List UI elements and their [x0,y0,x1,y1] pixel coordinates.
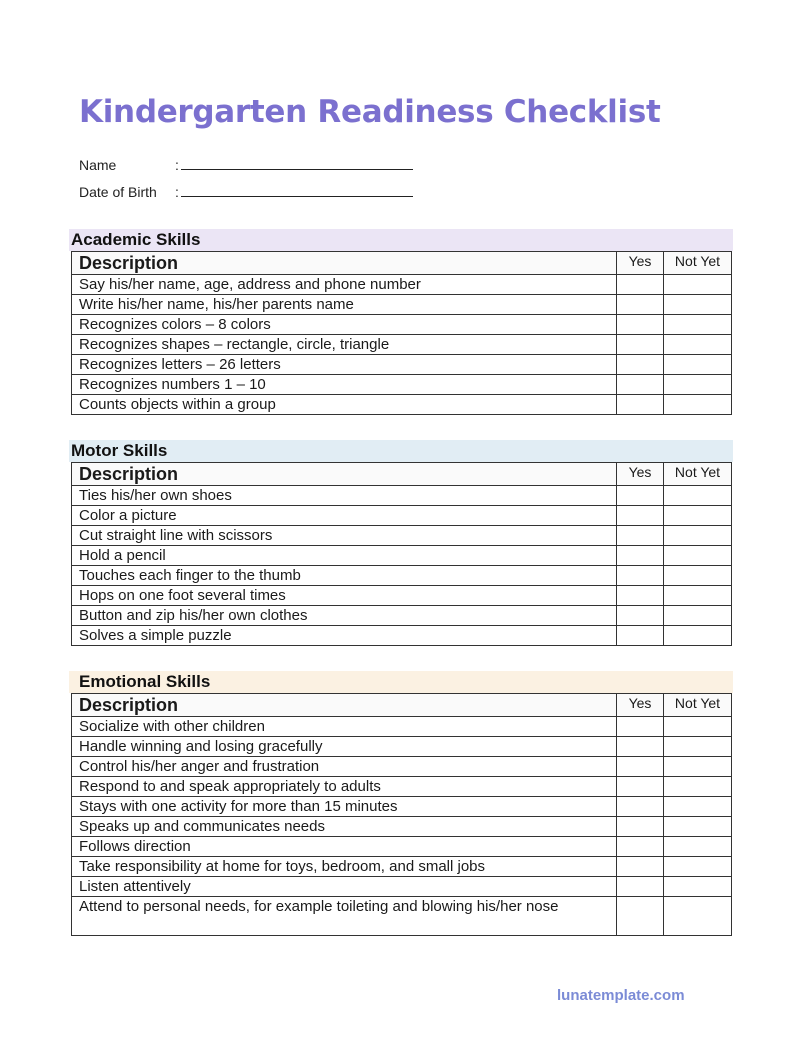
skill-description: Speaks up and communicates needs [72,817,617,837]
checklist-table [71,693,732,936]
skill-description: Counts objects within a group [72,395,617,415]
not-yet-checkbox-cell[interactable] [664,817,732,837]
description-header: Description [72,252,617,275]
not-yet-checkbox-cell[interactable] [664,897,732,936]
yes-checkbox-cell[interactable] [617,797,664,817]
skill-description: Ties his/her own shoes [72,486,617,506]
skill-description: Recognizes colors – 8 colors [72,315,617,335]
skill-description: Touches each finger to the thumb [72,566,617,586]
not-yet-checkbox-cell[interactable] [664,717,732,737]
not-yet-header: Not Yet [664,694,732,717]
skill-description: Follows direction [72,837,617,857]
skill-description: Solves a simple puzzle [72,626,617,646]
table-row [72,355,732,375]
yes-checkbox-cell[interactable] [617,526,664,546]
section-heading: Emotional Skills [69,671,733,693]
not-yet-checkbox-cell[interactable] [664,335,732,355]
skill-description: Recognizes letters – 26 letters [72,355,617,375]
yes-checkbox-cell[interactable] [617,757,664,777]
yes-checkbox-cell[interactable] [617,817,664,837]
skill-description: Color a picture [72,506,617,526]
skill-description: Stays with one activity for more than 15 minutes [72,797,617,817]
not-yet-header: Not Yet [664,252,732,275]
table-row [72,626,732,646]
section-heading: Academic Skills [69,229,733,251]
yes-checkbox-cell[interactable] [617,837,664,857]
skill-description: Recognizes shapes – rectangle, circle, triangle [72,335,617,355]
dob-label: Date of Birth [79,184,157,200]
yes-checkbox-cell[interactable] [617,717,664,737]
not-yet-checkbox-cell[interactable] [664,606,732,626]
name-field [79,157,413,173]
section-heading: Motor Skills [69,440,733,462]
skill-description: Handle winning and losing gracefully [72,737,617,757]
skill-description: Socialize with other children [72,717,617,737]
skill-description: Hold a pencil [72,546,617,566]
not-yet-checkbox-cell[interactable] [664,526,732,546]
table-row [72,335,732,355]
not-yet-checkbox-cell[interactable] [664,857,732,877]
description-header: Description [72,694,617,717]
not-yet-checkbox-cell[interactable] [664,375,732,395]
table-row [72,295,732,315]
table-header-row [72,252,732,275]
name-label: Name [79,157,117,173]
yes-header: Yes [617,463,664,486]
yes-checkbox-cell[interactable] [617,737,664,757]
table-row [72,526,732,546]
dob-input-line[interactable] [181,184,413,197]
table-row [72,606,732,626]
yes-checkbox-cell[interactable] [617,395,664,415]
yes-checkbox-cell[interactable] [617,546,664,566]
yes-checkbox-cell[interactable] [617,777,664,797]
not-yet-header: Not Yet [664,463,732,486]
skill-description: Write his/her name, his/her parents name [72,295,617,315]
not-yet-checkbox-cell[interactable] [664,486,732,506]
motor-skills-section [69,440,733,646]
not-yet-checkbox-cell[interactable] [664,777,732,797]
academic-skills-section [69,229,733,415]
yes-checkbox-cell[interactable] [617,375,664,395]
not-yet-checkbox-cell[interactable] [664,877,732,897]
table-row [72,506,732,526]
not-yet-checkbox-cell[interactable] [664,546,732,566]
not-yet-checkbox-cell[interactable] [664,586,732,606]
not-yet-checkbox-cell[interactable] [664,837,732,857]
table-row [72,275,732,295]
yes-checkbox-cell[interactable] [617,606,664,626]
yes-checkbox-cell[interactable] [617,295,664,315]
not-yet-checkbox-cell[interactable] [664,275,732,295]
dob-field [79,184,413,200]
not-yet-checkbox-cell[interactable] [664,506,732,526]
yes-header: Yes [617,252,664,275]
table-row [72,395,732,415]
skill-description: Attend to personal needs, for example toileting and blowing his/her nose [72,897,617,936]
yes-checkbox-cell[interactable] [617,506,664,526]
checklist-table [71,462,732,646]
table-row [72,566,732,586]
emotional-skills-section [69,671,733,936]
yes-checkbox-cell[interactable] [617,275,664,295]
table-row [72,586,732,606]
table-row [72,857,732,877]
not-yet-checkbox-cell[interactable] [664,566,732,586]
footer-link[interactable]: lunatemplate.com [557,987,685,1004]
skill-description: Say his/her name, age, address and phone number [72,275,617,295]
table-row [72,797,732,817]
table-row [72,546,732,566]
not-yet-checkbox-cell[interactable] [664,797,732,817]
page-title: Kindergarten Readiness Checklist [79,94,661,130]
table-row [72,717,732,737]
not-yet-checkbox-cell[interactable] [664,315,732,335]
skill-description: Hops on one foot several times [72,586,617,606]
table-header-row [72,463,732,486]
name-input-line[interactable] [181,157,413,170]
skill-description: Recognizes numbers 1 – 10 [72,375,617,395]
not-yet-checkbox-cell[interactable] [664,355,732,375]
not-yet-checkbox-cell[interactable] [664,757,732,777]
yes-checkbox-cell[interactable] [617,486,664,506]
skill-description: Control his/her anger and frustration [72,757,617,777]
yes-checkbox-cell[interactable] [617,586,664,606]
table-row [72,757,732,777]
not-yet-checkbox-cell[interactable] [664,626,732,646]
table-row [72,897,732,936]
not-yet-checkbox-cell[interactable] [664,295,732,315]
skill-description: Button and zip his/her own clothes [72,606,617,626]
not-yet-checkbox-cell[interactable] [664,395,732,415]
dob-colon: : [175,184,179,200]
yes-checkbox-cell[interactable] [617,335,664,355]
not-yet-checkbox-cell[interactable] [664,737,732,757]
table-row [72,375,732,395]
skill-description: Take responsibility at home for toys, bedroom, and small jobs [72,857,617,877]
yes-checkbox-cell[interactable] [617,315,664,335]
yes-checkbox-cell[interactable] [617,857,664,877]
table-header-row [72,694,732,717]
table-row [72,877,732,897]
yes-checkbox-cell[interactable] [617,897,664,936]
skill-description: Cut straight line with scissors [72,526,617,546]
checklist-table [71,251,732,415]
table-row [72,817,732,837]
yes-checkbox-cell[interactable] [617,566,664,586]
table-row [72,315,732,335]
yes-checkbox-cell[interactable] [617,626,664,646]
table-row [72,486,732,506]
table-row [72,837,732,857]
table-row [72,777,732,797]
yes-checkbox-cell[interactable] [617,355,664,375]
yes-header: Yes [617,694,664,717]
yes-checkbox-cell[interactable] [617,877,664,897]
table-row [72,737,732,757]
skill-description: Listen attentively [72,877,617,897]
skill-description: Respond to and speak appropriately to adults [72,777,617,797]
description-header: Description [72,463,617,486]
name-colon: : [175,157,179,173]
